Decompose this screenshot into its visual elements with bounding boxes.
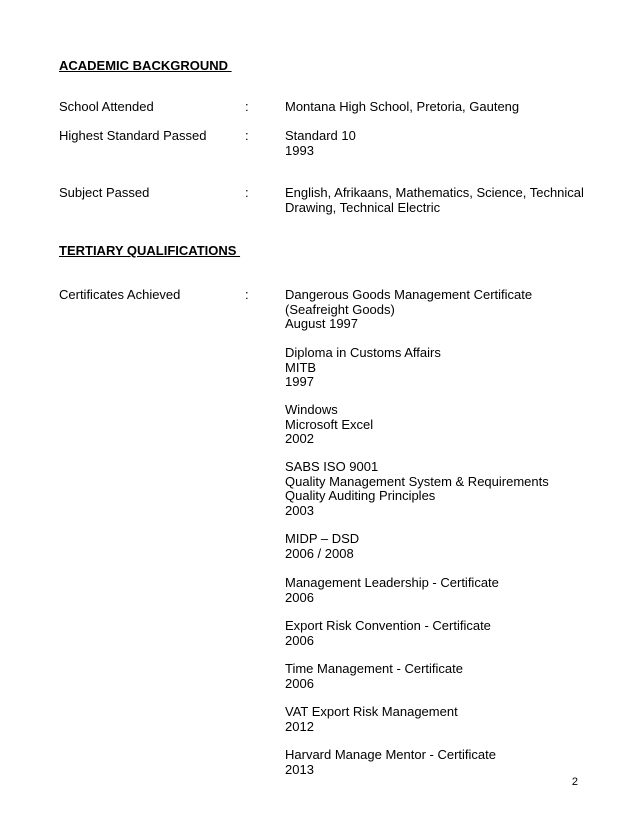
colon: : — [245, 99, 249, 114]
certificate-line: 2003 — [285, 502, 314, 518]
page-number: 2 — [571, 776, 578, 788]
subject-line-1: English, Afrikaans, Mathematics, Science, Technical — [285, 185, 584, 200]
academic-background-heading: ACADEMIC BACKGROUND — [59, 58, 232, 73]
colon: : — [245, 128, 249, 143]
certificate-line: Management Leadership - Certificate — [285, 575, 499, 590]
certificate-line: 2002 — [285, 431, 314, 446]
certificate-entry — [285, 576, 499, 605]
certificate-entry — [285, 460, 549, 518]
subject-passed-value — [285, 186, 605, 215]
certificate-entry — [285, 662, 463, 691]
certificate-entry — [285, 748, 496, 777]
certificate-line: August 1997 — [285, 316, 359, 331]
certificate-line: 2012 — [285, 718, 314, 734]
certificate-line: Dangerous Goods Management Certificate — [285, 287, 533, 302]
certificate-line: Diploma in Customs Affairs — [285, 345, 441, 360]
certificate-line: MITB — [285, 359, 317, 375]
highest-standard-value — [285, 129, 605, 158]
certificate-line: 2006 — [285, 675, 314, 691]
certificate-entry — [285, 705, 458, 734]
certificate-line: Quality Management System & Requirements — [285, 473, 549, 489]
certificate-line: 2006 — [285, 632, 314, 648]
school-attended-value — [285, 100, 605, 115]
certificate-line: 1997 — [285, 374, 314, 389]
certificate-line: Windows — [285, 402, 338, 417]
certificate-line: SABS ISO 9001 — [285, 459, 379, 474]
certificate-line: (Seafreight Goods) — [285, 301, 395, 317]
standard-year: 1993 — [285, 142, 314, 158]
certificates-achieved-label: Certificates Achieved — [59, 287, 181, 302]
certificate-line: Time Management - Certificate — [285, 661, 463, 676]
certificate-line: MIDP – DSD — [285, 531, 360, 546]
certificate-line: Export Risk Convention - Certificate — [285, 618, 491, 633]
certificate-entry — [285, 403, 373, 447]
certificate-line: Microsoft Excel — [285, 416, 374, 432]
certificate-entry — [285, 619, 491, 648]
certificate-entry — [285, 532, 359, 561]
certificate-entry — [285, 346, 441, 390]
certificate-line: VAT Export Risk Management — [285, 704, 458, 719]
certificate-line: Harvard Manage Mentor - Certificate — [285, 747, 496, 762]
school-attended-label: School Attended — [59, 99, 154, 114]
certificate-line: 2013 — [285, 761, 314, 777]
subject-line-2: Drawing, Technical Electric — [285, 199, 441, 215]
colon: : — [245, 185, 249, 200]
certificate-entry — [285, 288, 532, 332]
subject-passed-label: Subject Passed — [59, 185, 150, 200]
school-attended-text: Montana High School, Pretoria, Gauteng — [285, 99, 520, 114]
certificate-line: Quality Auditing Principles — [285, 488, 436, 503]
certificate-line: 2006 — [285, 589, 314, 605]
tertiary-qualifications-heading: TERTIARY QUALIFICATIONS — [59, 243, 241, 258]
colon: : — [245, 287, 249, 302]
standard-text: Standard 10 — [285, 128, 356, 143]
highest-standard-label: Highest Standard Passed — [59, 128, 207, 143]
certificate-line: 2006 / 2008 — [285, 545, 354, 561]
